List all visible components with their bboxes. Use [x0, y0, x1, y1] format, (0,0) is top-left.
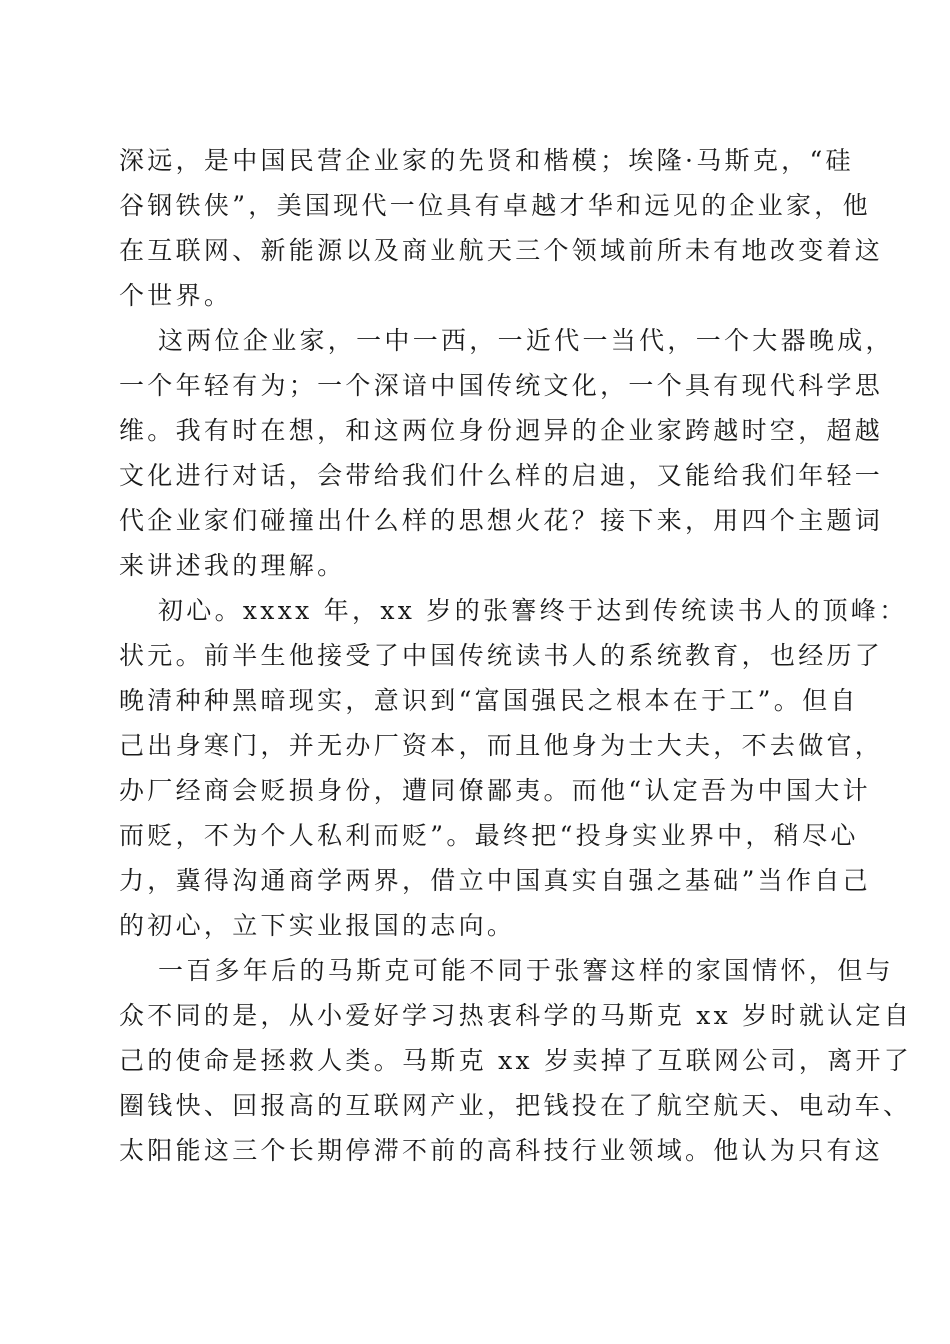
text-line: 力，冀得沟通商学两界，借立中国真实自强之基础”当作自己 [119, 866, 871, 895]
text-line: 谷钢铁侠”，美国现代一位具有卓越才华和远见的企业家，他 [119, 191, 871, 220]
text-line: 众不同的是，从小爱好学习热衷科学的马斯克 xx 岁时就认定自 [119, 1001, 913, 1030]
paragraph-first-line: 一百多年后的马斯克可能不同于张謇这样的家国情怀，但与 [158, 956, 894, 985]
text-line: 太阳能这三个长期停滞不前的高科技行业领域。他认为只有这 [119, 1136, 884, 1165]
text-line: 文化进行对话，会带给我们什么样的启迪，又能给我们年轻一 [119, 461, 884, 490]
text-line: 的初心，立下实业报国的志向。 [119, 911, 516, 940]
text-line: 深远，是中国民营企业家的先贤和楷模；埃隆·马斯克，“硅 [119, 146, 854, 175]
text-line: 晚清种种黑暗现实，意识到“富国强民之根本在于工”。但自 [119, 686, 859, 715]
text-line: 在互联网、新能源以及商业航天三个领域前所未有地改变着这 [119, 236, 884, 265]
text-line: 状元。前半生他接受了中国传统读书人的系统教育，也经历了 [119, 641, 884, 670]
text-line: 来讲述我的理解。 [119, 551, 346, 580]
text-line: 一个年轻有为；一个深谙中国传统文化，一个具有现代科学思 [119, 371, 884, 400]
text-line: 而贬，不为个人私利而贬”。最终把“投身实业界中，稍尽心 [119, 821, 859, 850]
paragraph-first-line: 初心。xxxx 年，xx 岁的张謇终于达到传统读书人的顶峰： [158, 596, 908, 625]
text-line: 代企业家们碰撞出什么样的思想火花？接下来，用四个主题词 [119, 506, 884, 535]
text-line: 个世界。 [119, 281, 233, 310]
text-line: 维。我有时在想，和这两位身份迥异的企业家跨越时空，超越 [119, 416, 884, 445]
text-line: 圈钱快、回报高的互联网产业，把钱投在了航空航天、电动车、 [119, 1091, 912, 1120]
paragraph-first-line: 这两位企业家，一中一西，一近代一当代，一个大器晚成， [158, 326, 894, 355]
text-line: 己的使命是拯救人类。马斯克 xx 岁卖掉了互联网公司，离开了 [119, 1046, 913, 1075]
text-line: 己出身寒门，并无办厂资本，而且他身为士大夫，不去做官， [119, 731, 884, 760]
text-line: 办厂经商会贬损身份，遭同僚鄙夷。而他“认定吾为中国大计 [119, 776, 871, 805]
